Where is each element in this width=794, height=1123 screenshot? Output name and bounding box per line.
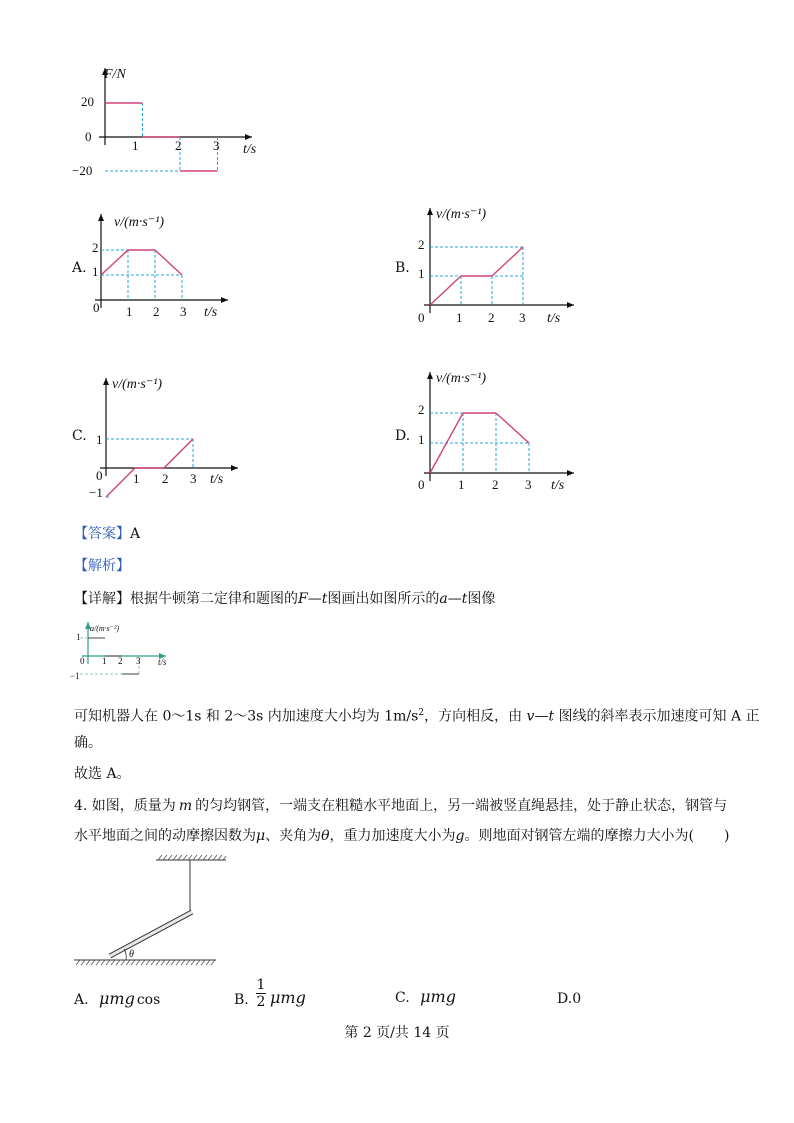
option-a-x-arrow (221, 297, 228, 303)
option-a-xlabel: t/s (204, 305, 218, 320)
conclusion-line3: 故选 A。 (74, 766, 131, 782)
force-xtick-3: 3 (213, 138, 220, 153)
ground (74, 960, 216, 965)
q4-option-d-letter: D. (557, 991, 573, 1007)
option-b-xtick-0: 0 (418, 310, 425, 325)
option-b-xtick-1: 1 (456, 310, 463, 325)
option-a-xtick-1: 1 (126, 304, 133, 319)
option-a-xtick-3: 3 (180, 304, 187, 319)
force-ylabel: F/N (104, 67, 126, 82)
option-d-ytick-1: 1 (418, 432, 425, 447)
accel-xtick-2: 2 (118, 656, 123, 666)
accel-ylabel: a/(m·s⁻²) (90, 624, 120, 633)
angle-theta-label: θ (129, 949, 134, 960)
option-c-xtick-0: 0 (96, 468, 103, 483)
q4-option-a[interactable] (74, 989, 160, 1010)
q4-paren-close: ) (723, 828, 730, 844)
conclusion-var-v: v (526, 708, 535, 725)
accel-ytick-1: 1 (76, 632, 81, 642)
detail-dash-2: — (447, 591, 462, 607)
option-d-segment-2 (496, 413, 529, 443)
detail-var-f: F (298, 591, 308, 607)
conclusion-text-a: 可知机器人在 0～1s 和 2～3s 内加速度大小均为 1m/s (74, 708, 419, 725)
option-c-ylabel: v/(m·s⁻¹) (112, 377, 163, 392)
option-b-segment-0 (430, 276, 461, 305)
option-b-ylabel: v/(m·s⁻¹) (436, 207, 487, 222)
q4-option-b-letter: B. (234, 992, 249, 1008)
option-a-y-arrow (98, 214, 104, 221)
detail-text-b: 图画出如图所示的 (327, 591, 440, 607)
accel-xtick-0: 0 (80, 656, 85, 666)
option-b-segment-2 (492, 247, 523, 276)
option-c-xtick-1: 1 (133, 471, 140, 486)
option-d-letter: D. (395, 428, 411, 444)
detail-dash-1: — (307, 591, 322, 607)
question4-line1 (74, 796, 727, 816)
option-b-y-arrow (427, 208, 433, 215)
option-d-ylabel: v/(m·s⁻¹) (436, 371, 487, 386)
option-a-ytick-2: 2 (92, 240, 99, 255)
detail-text-a: 根据牛顿第二定律和题图的 (130, 591, 298, 607)
pipe-diagram (66, 852, 236, 972)
q4-option-a-tail: cos (136, 992, 161, 1008)
detail-text-c: 图像 (467, 591, 496, 607)
force-xtick-2: 2 (175, 138, 182, 153)
option-b-curve (424, 208, 574, 313)
option-a-ytick-1: 1 (92, 264, 99, 279)
option-d-xlabel: t/s (551, 478, 565, 493)
option-a-segment-0 (101, 250, 128, 275)
accel-xtick-3: 3 (136, 656, 141, 666)
option-c-graph (88, 370, 248, 510)
q4-var-theta: θ (321, 828, 330, 844)
option-c-segment-0 (106, 468, 135, 497)
ceiling (156, 855, 226, 860)
q4-option-b-numerator: 1 (256, 977, 266, 993)
force-graph (60, 60, 270, 190)
answer-value: A (130, 526, 141, 542)
q4-option-c[interactable] (395, 987, 456, 1008)
q4-option-d[interactable] (557, 989, 581, 1009)
option-a-xtick-0: 0 (93, 300, 100, 315)
accel-xlabel: t/s (158, 657, 167, 667)
force-xlabel: t/s (243, 142, 257, 157)
detail-var-t-2: t (461, 591, 468, 607)
option-c-y-arrow (103, 378, 109, 385)
option-a-letter: A. (72, 260, 87, 276)
option-d-x-arrow (567, 470, 574, 476)
option-d-xtick-2: 2 (492, 477, 499, 492)
option-b-ytick-2: 2 (418, 237, 425, 252)
option-b-graph (412, 200, 582, 330)
option-c-ytick-neg1: −1 (89, 485, 103, 500)
option-d-xtick-1: 1 (458, 477, 465, 492)
option-d-ytick-2: 2 (418, 402, 425, 417)
conclusion-text-b: ，方向相反，由 (424, 708, 523, 725)
q4-text-f: 。则地面对钢管左端的摩擦力大小为( (464, 828, 694, 844)
q4-text-d: 、夹角为 (265, 828, 322, 844)
q4-var-mu: μ (256, 828, 266, 844)
option-c-xlabel: t/s (210, 472, 224, 487)
option-b-x-arrow (567, 302, 574, 308)
q4-option-b-denominator: 2 (256, 994, 266, 1010)
conclusion-var-t: t (548, 708, 555, 725)
conclusion-dash: — (534, 708, 549, 725)
option-a-graph (88, 206, 238, 326)
accel-ytick-neg1: −1 (70, 671, 80, 681)
conclusion-line1 (74, 703, 760, 727)
q4-text-b: 的匀均钢管，一端支在粗糙水平地面上，另一端被竖直绳悬挂，处于静止状态，钢管与 (195, 798, 728, 814)
detail-var-t-1: t (321, 591, 328, 607)
q4-text-e: ，重力加速度大小为 (329, 828, 456, 844)
conclusion-sup: 2 (418, 708, 425, 718)
option-a-segment-2 (155, 250, 182, 275)
detail-var-a: a (439, 591, 448, 607)
option-c-xtick-3: 3 (190, 471, 197, 486)
q4-text-c: 水平地面之间的动摩擦因数为 (74, 828, 256, 844)
force-xtick-1: 1 (132, 138, 139, 153)
option-c-x-arrow (231, 465, 238, 471)
analysis-label: 【解析】 (74, 558, 130, 574)
detail-label: 【详解】 (74, 591, 130, 607)
option-d-graph (412, 364, 582, 514)
option-b-xlabel: t/s (547, 311, 561, 326)
option-c-xtick-2: 2 (162, 471, 169, 486)
option-b-xtick-2: 2 (488, 310, 495, 325)
q4-option-b-fraction (256, 977, 266, 1010)
option-b-xtick-3: 3 (519, 310, 526, 325)
q4-option-c-letter: C. (395, 990, 410, 1006)
q4-option-a-letter: A. (74, 992, 89, 1008)
q4-option-b-expr: μmg (270, 988, 306, 1007)
conclusion-text-c: 图线的斜率表示加速度可知 A 正 (558, 708, 760, 725)
option-d-xtick-3: 3 (525, 477, 532, 492)
option-c-ytick-1: 1 (96, 432, 103, 447)
option-a-xtick-2: 2 (153, 304, 160, 319)
force-x-arrow (245, 134, 252, 140)
answer-line (74, 524, 140, 544)
page-footer: 第 2 页/共 14 页 (344, 1025, 450, 1041)
option-b-letter: B. (395, 260, 410, 276)
q4-var-g: g (455, 828, 465, 844)
accel-xtick-1: 1 (102, 656, 107, 666)
option-b-ytick-1: 1 (418, 266, 425, 281)
q4-text-a: 4. 如图，质量为 (74, 798, 176, 814)
steel-pipe (110, 912, 192, 956)
force-ytick-neg20: −20 (72, 163, 93, 178)
option-c-letter: C. (72, 428, 87, 444)
force-ytick-20: 20 (81, 94, 94, 109)
q4-option-c-expr: μmg (420, 987, 456, 1006)
detail-line (74, 589, 495, 609)
conclusion-line2: 确。 (74, 735, 102, 751)
option-a-ylabel: v/(m·s⁻¹) (114, 215, 165, 230)
q4-var-m: m (178, 798, 193, 814)
option-c-segment-2 (164, 439, 193, 468)
force-ytick-0: 0 (85, 129, 92, 144)
option-d-y-arrow (427, 372, 433, 379)
answer-label: 【答案】 (74, 526, 130, 542)
option-d-xtick-0: 0 (418, 477, 425, 492)
accel-graph (66, 618, 178, 690)
q4-option-d-expr: 0 (572, 991, 582, 1007)
question4-line2 (74, 826, 729, 846)
q4-option-a-expr: μmg (99, 989, 135, 1008)
option-d-curve (424, 372, 574, 481)
option-d-segment-0 (430, 413, 463, 473)
